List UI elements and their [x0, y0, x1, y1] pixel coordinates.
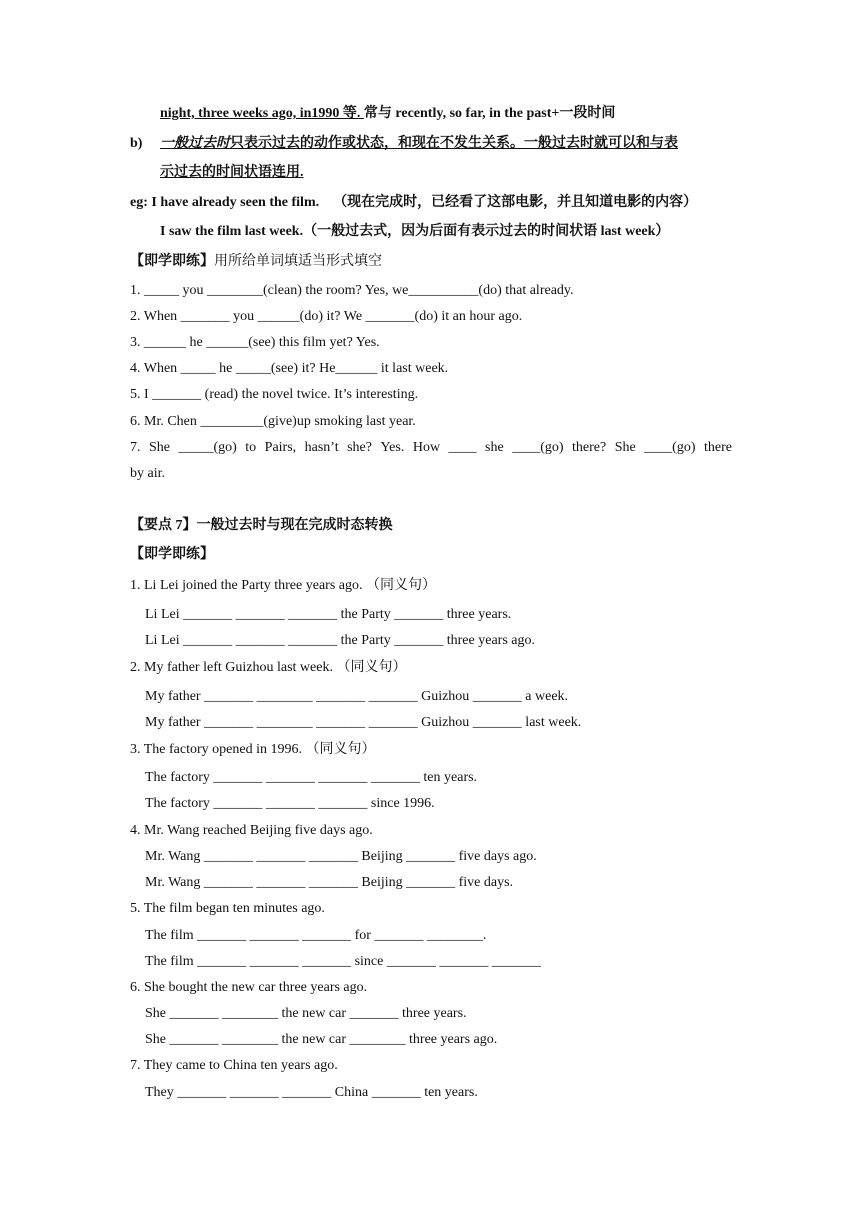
- item-7-word: _____(go): [178, 440, 237, 455]
- practice-1-heading: [130, 253, 382, 271]
- question-1-answer-a: Li Lei _______ _______ _______ the Party _______ three years.: [145, 607, 512, 622]
- intro-recent-note: 常与 recently, so far, in the past+一段时间: [363, 106, 616, 121]
- question-4-answer-b: Mr. Wang _______ _______ _______ Beijing _______ five days.: [145, 875, 514, 890]
- intro-underlined-examples: night, three weeks ago, in1990 等.: [160, 106, 364, 121]
- simple-past-term: 一般过去时: [160, 136, 230, 151]
- practice-1-item-2: 2. When _______ you ______(do) it? We _______(do) it an hour ago.: [130, 309, 523, 324]
- intro-b-rest: 只表示过去的动作或状态，和现在不发生关系。一般过去时就可以和与表: [230, 136, 678, 151]
- intro-line-1: [160, 105, 615, 123]
- question-5-answer-a: The film _______ _______ _______ for _______ ________.: [145, 928, 487, 943]
- item-7-word: ____(go): [644, 440, 696, 455]
- item-7-word: ____(go): [512, 440, 564, 455]
- section-7-subheading: 【即学即练】: [130, 547, 214, 562]
- question-3-answer-b: The factory _______ _______ _______ since 1996.: [145, 796, 435, 811]
- example-2: I saw the film last week.（一般过去式，因为后面有表示过去的时间状语 last week）: [160, 224, 670, 239]
- section-7-heading: 【要点 7】一般过去时与现在完成时态转换: [130, 518, 393, 533]
- practice-1-item-1: 1. _____ you ________(clean) the room? Yes, we__________(do) that already.: [130, 283, 574, 298]
- question-1: 1. Li Lei joined the Party three years ago. （同义句）: [130, 578, 436, 593]
- question-4: 4. Mr. Wang reached Beijing five days ago.: [130, 823, 373, 838]
- question-3-answer-a: The factory _______ _______ _______ _______ ten years.: [145, 770, 478, 785]
- practice-1-item-4: 4. When _____ he _____(see) it? He______ it last week.: [130, 361, 449, 376]
- item-7-word: there?: [572, 440, 607, 455]
- item-7-word: hasn’t: [304, 440, 339, 455]
- question-3: 3. The factory opened in 1996. （同义句）: [130, 742, 376, 757]
- item-7-word: 7.: [130, 440, 141, 455]
- question-6-answer-a: She _______ ________ the new car _______ three years.: [145, 1006, 467, 1021]
- question-6: 6. She bought the new car three years ago.: [130, 980, 368, 995]
- practice-1-item-7: [130, 439, 732, 457]
- item-7-word: Pairs,: [264, 440, 297, 455]
- intro-b-label: b): [130, 136, 143, 151]
- practice-1-heading-instruction: 用所给单词填适当形式填空: [214, 254, 382, 269]
- item-7-word: to: [245, 440, 257, 455]
- question-5-answer-b: The film _______ _______ _______ since _______ _______ _______: [145, 954, 541, 969]
- practice-1-item-6: 6. Mr. Chen _________(give)up smoking last year.: [130, 414, 416, 429]
- example-1-sentence: eg: I have already seen the film.: [130, 195, 320, 210]
- question-4-answer-a: Mr. Wang _______ _______ _______ Beijing _______ five days ago.: [145, 849, 537, 864]
- question-2: 2. My father left Guizhou last week. （同义句）: [130, 660, 407, 675]
- question-7-answer-a: They _______ _______ _______ China _______ ten years.: [145, 1085, 478, 1100]
- question-2-answer-a: My father _______ ________ _______ _______ Guizhou _______ a week.: [145, 689, 569, 704]
- item-7-word: ____: [448, 440, 477, 455]
- item-7-word: she: [485, 440, 504, 455]
- question-7: 7. They came to China ten years ago.: [130, 1058, 338, 1073]
- question-6-answer-b: She _______ ________ the new car ________ three years ago.: [145, 1032, 498, 1047]
- item-7-word: She: [148, 440, 170, 455]
- practice-1-heading-tag: 【即学即练】: [130, 254, 214, 269]
- practice-1-item-5: 5. I _______ (read) the novel twice. It’s interesting.: [130, 387, 419, 402]
- item-7-word: How: [412, 440, 441, 455]
- intro-b-line-2: 示过去的时间状语连用.: [160, 165, 304, 180]
- practice-1-item-3: 3. ______ he ______(see) this film yet? Yes.: [130, 335, 380, 350]
- item-7-word: there: [703, 440, 732, 455]
- example-1: [130, 194, 697, 212]
- question-2-answer-b: My father _______ ________ _______ _______ Guizhou _______ last week.: [145, 715, 582, 730]
- item-7-word: Yes.: [380, 440, 405, 455]
- question-5: 5. The film began ten minutes ago.: [130, 901, 325, 916]
- question-1-answer-b: Li Lei _______ _______ _______ the Party _______ three years ago.: [145, 633, 535, 648]
- intro-b-text: [160, 135, 678, 153]
- item-7-word: She: [614, 440, 636, 455]
- example-1-note: （现在完成时，已经看了这部电影，并且知道电影的内容）: [333, 195, 698, 210]
- item-7-word: she?: [347, 440, 372, 455]
- practice-1-item-7-continued: by air.: [130, 466, 165, 481]
